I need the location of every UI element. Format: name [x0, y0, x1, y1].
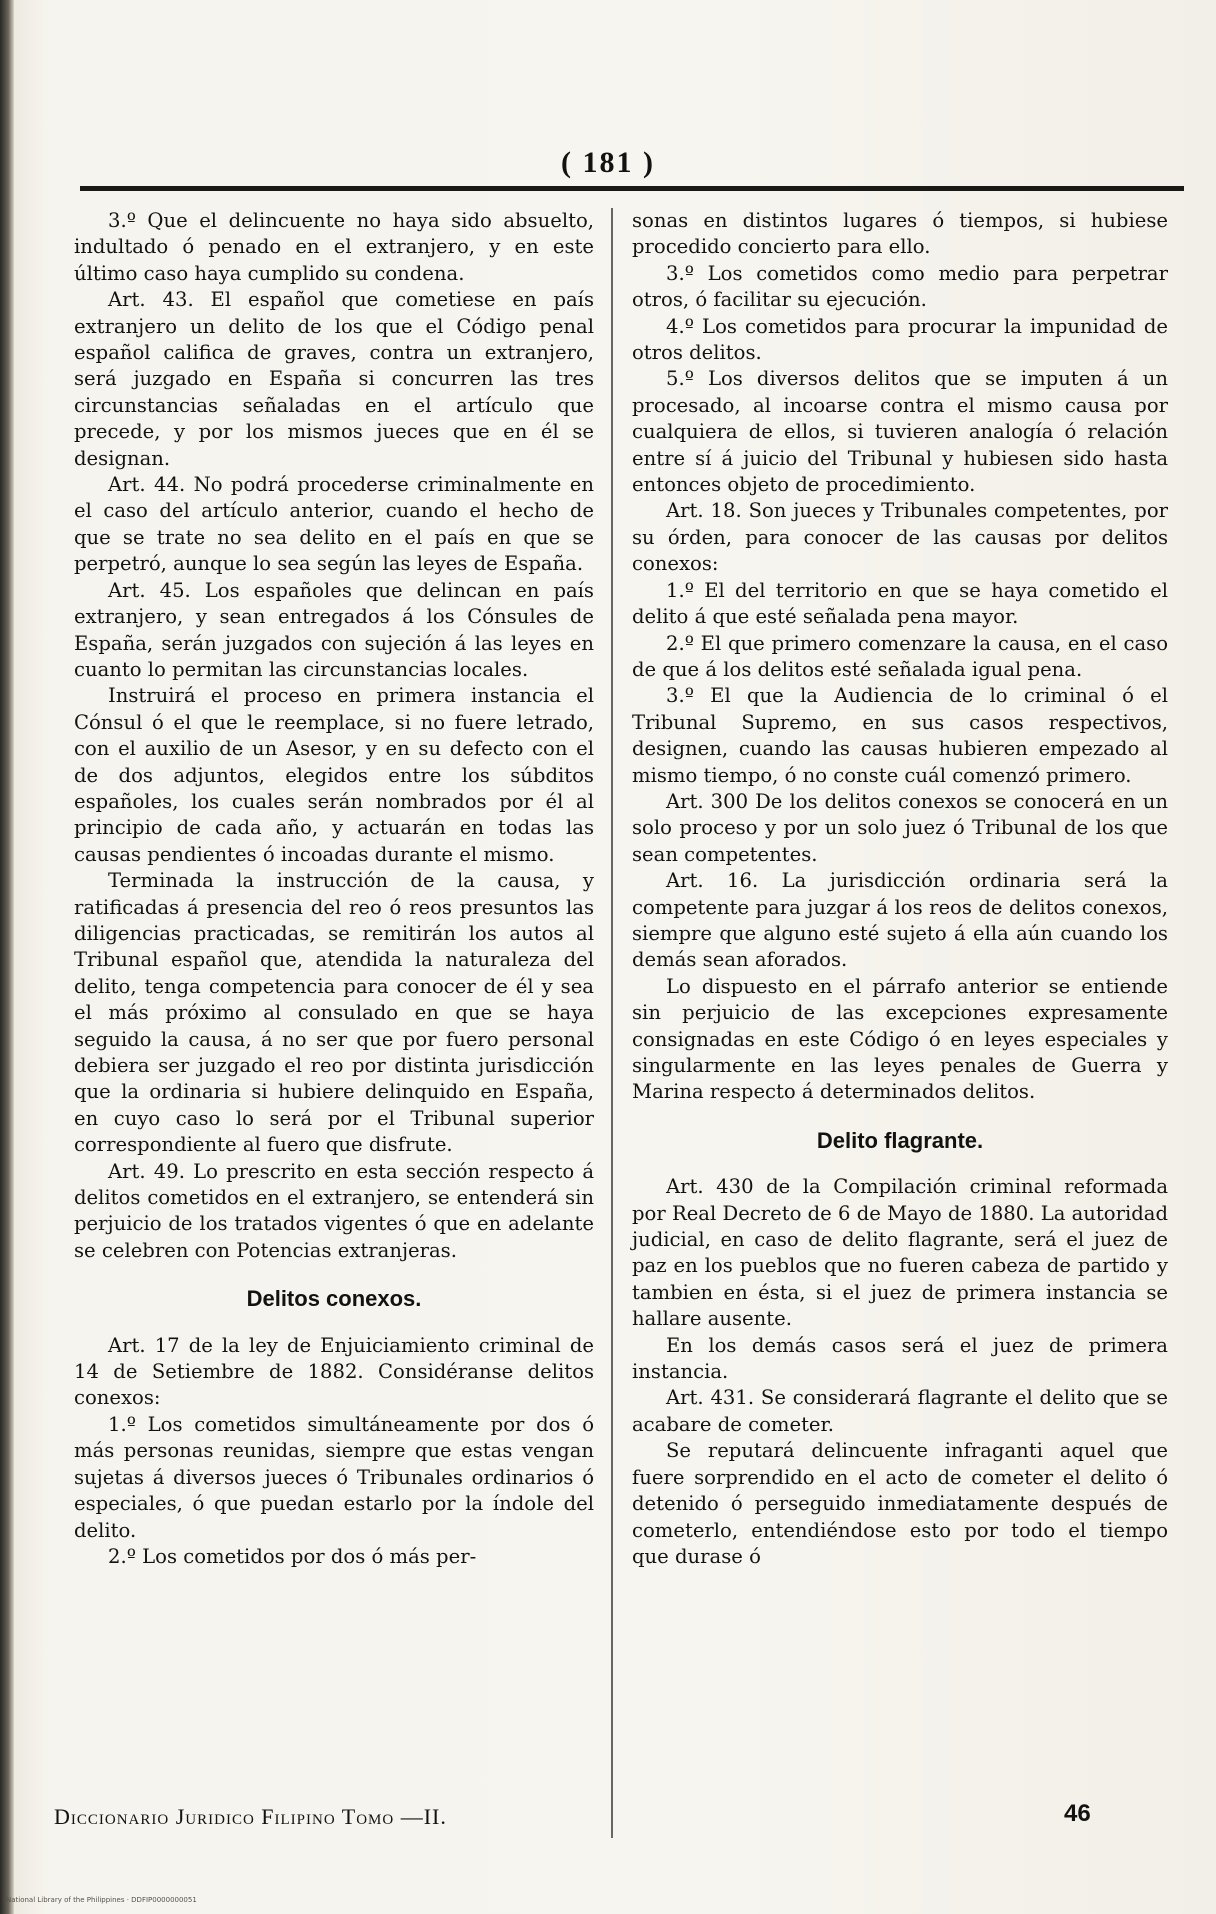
paragraph: Terminada la instrucción de la causa, y ratificadas á presencia del reo ó reos presuntos las diligencias practicadas, se remitirán los autos al Tribunal español que, atendida la naturaleza del delito, tenga competencia para conocer de él y sea el más próximo al consulado en que se haya seguido la causa, á no ser que por fuero personal debiera ser juzgado el reo por distinta jurisdicción que la ordinaria si hubiere delinquido en España, en cuyo caso lo será por el Tribunal superior correspondiente al fuero que disfrute. [74, 869, 594, 1157]
paragraph: sonas en distintos lugares ó tiempos, si hubiese procedido concierto para ello. [632, 209, 1168, 259]
paragraph: Art. 17 de la ley de Enjuiciamiento criminal de 14 de Setiembre de 1882. Considéranse delitos conexos: [74, 1333, 594, 1410]
paragraph: Art. 43. El español que cometiese en país extranjero un delito de los que el Código penal español califica de graves, contra un extranjero, será juzgado en España si concurren las tres circunstancias señaladas en el artículo que precede, y por los mismos jueces que en él se designan. [74, 288, 594, 470]
header-rule [80, 186, 1184, 191]
paragraph: En los demás casos será el juez de primera instancia. [632, 1333, 1168, 1384]
library-stamp: National Library of the Philippines · DDFIP0000000051 [6, 1896, 197, 1904]
paragraph: 1.º El del territorio en que se haya cometido el delito á que esté señalada pena mayor. [632, 578, 1168, 629]
paragraph: 1.º Los cometidos simultáneamente por dos ó más personas reunidas, siempre que estas vengan sujetas á diversos jueces ó Tribunales ordinarios ó especiales, ó que puedan estarlo por la índole del delito. [74, 1412, 594, 1542]
paragraph: 5.º Los diversos delitos que se imputen á un procesado, al incoarse contra el mismo causa por cualquiera de ellos, si tuvieren analogía ó relación entre sí á juicio del Tribunal y hubiesen sido hasta entonces objeto de procedimiento. [632, 367, 1168, 497]
paragraph: 3.º Los cometidos como medio para perpetrar otros, ó facilitar su ejecución. [632, 261, 1168, 312]
section-heading: Delitos conexos. [246, 1286, 422, 1312]
paragraph: Art. 45. Los españoles que delincan en país extranjero, y sean entregados á los Cónsules de España, serán juzgados con sujeción á las leyes en cuanto lo permitan las circunstancias locales. [74, 578, 594, 681]
paragraph: 4.º Los cometidos para procurar la impunidad de otros delitos. [632, 314, 1168, 365]
paragraph: Art. 16. La jurisdicción ordinaria será la competente para juzgar á los reos de delitos conexos, siempre que alguno esté sujeto á ella aún cuando los demás sean aforados. [632, 869, 1168, 972]
paragraph: Art. 430 de la Compilación criminal reformada por Real Decreto de 6 de Mayo de 1880. La autoridad judicial, en caso de delito flagrante, será el juez de paz en los pueblos que no fueren cabeza de partido y tambien en ésta, si el juez de primera instancia se hallare ausente. [632, 1175, 1168, 1331]
paragraph: 2.º El que primero comenzare la causa, en el caso de que á los delitos esté señalada igual pena. [632, 631, 1168, 681]
paragraph: Art. 18. Son jueces y Tribunales competentes, por su órden, para conocer de las causas por delitos conexos: [632, 499, 1168, 576]
page-number: ( 181 ) [561, 146, 655, 179]
paragraph: 3.º El que la Audiencia de lo criminal ó el Tribunal Supremo, en sus casos respectivos, designen, cuando las causas hubieren empezado al mismo tiempo, ó no conste cuál comenzó primero. [632, 684, 1168, 787]
right-column [632, 208, 1168, 1570]
paragraph: Se reputará delincuente infraganti aquel que fuere sorprendido en el acto de cometer el delito ó detenido ó perseguido inmediatamente después de cometerlo, entendiéndose esto por todo el tiempo que durase ó [632, 1439, 1168, 1568]
paragraph: 3.º Que el delincuente no haya sido absuelto, indultado ó penado en el extranjero, y en este último caso haya cumplido su condena. [74, 209, 594, 285]
signature-mark: 46 [1064, 1800, 1091, 1827]
paragraph: Art. 49. Lo prescrito en esta sección respecto á delitos cometidos en el extranjero, se entenderá sin perjuicio de los tratados vigentes ó que en adelante se celebren con Potencias extranjeras. [74, 1159, 594, 1262]
paragraph: 2.º Los cometidos por dos ó más per- [108, 1544, 477, 1568]
paragraph: Art. 44. No podrá procederse criminalmente en el caso del artículo anterior, cuando el hecho de que se trate no sea delito en el país en que se perpetró, aunque lo sea según las leyes de España. [74, 473, 594, 576]
paragraph: Lo dispuesto en el párrafo anterior se entiende sin perjuicio de las excepciones expresamente consignadas en este Código ó en leyes especiales y singularmente en las leyes penales de Guerra y Marina respecto á determinados delitos. [632, 974, 1168, 1104]
running-footer: Diccionario Juridico Filipino Tomo —II. [54, 1804, 447, 1829]
paragraph: Art. 431. Se considerará flagrante el delito que se acabare de cometer. [632, 1386, 1168, 1436]
paragraph: Art. 300 De los delitos conexos se conocerá en un solo proceso y por un solo juez ó Tribunal de los que sean competentes. [632, 789, 1168, 866]
column-divider [611, 208, 613, 1838]
left-column [74, 208, 594, 1570]
section-heading: Delito flagrante. [816, 1127, 984, 1153]
paragraph: Instruirá el proceso en primera instancia el Cónsul ó el que le reemplace, si no fuere letrado, con el auxilio de un Asesor, y en su defecto con el de dos adjuntos, elegidos entre los súbditos españoles, los cuales serán nombrados por él al principio de cada año, y actuarán en todas las causas pendientes ó incoadas durante el mismo. [74, 684, 594, 866]
book-spine-shadow [0, 0, 14, 1914]
